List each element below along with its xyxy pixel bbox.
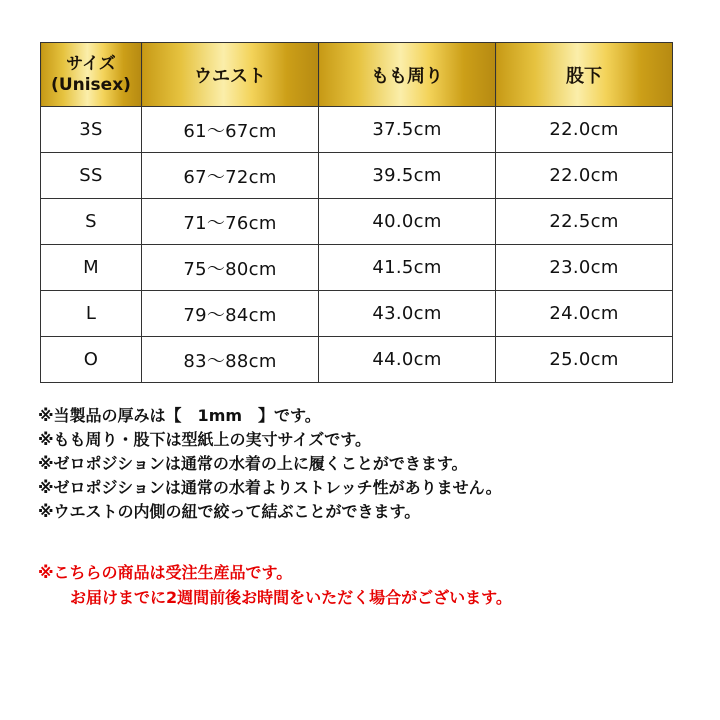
cell-thigh: 39.5cm bbox=[319, 153, 496, 199]
cell-thigh: 44.0cm bbox=[319, 337, 496, 383]
table-row bbox=[41, 291, 673, 337]
note-stretch: ※ゼロポジションは通常の水着よりストレッチ性がありません。 bbox=[38, 478, 502, 497]
header-waist: ウエスト bbox=[142, 43, 319, 107]
cell-size: L bbox=[41, 291, 142, 337]
header-size bbox=[41, 43, 142, 107]
table-row bbox=[41, 153, 673, 199]
cell-thigh: 37.5cm bbox=[319, 107, 496, 153]
cell-waist: 71～76cm bbox=[142, 199, 319, 245]
table-row bbox=[41, 199, 673, 245]
table-header-row bbox=[41, 43, 673, 107]
cell-size: S bbox=[41, 199, 142, 245]
cell-inseam: 23.0cm bbox=[496, 245, 673, 291]
note-thickness: ※当製品の厚みは【 1mm 】です。 bbox=[38, 406, 321, 425]
cell-waist: 61～67cm bbox=[142, 107, 319, 153]
cell-thigh: 40.0cm bbox=[319, 199, 496, 245]
cell-inseam: 22.0cm bbox=[496, 153, 673, 199]
cell-inseam: 25.0cm bbox=[496, 337, 673, 383]
note-measurements: ※もも周り・股下は型紙上の実寸サイズです。 bbox=[38, 430, 371, 449]
product-notes bbox=[38, 404, 698, 524]
note-wear-over-swimsuit: ※ゼロポジションは通常の水着の上に履くことができます。 bbox=[38, 454, 468, 473]
note-waist-cord: ※ウエストの内側の紐で絞って結ぶことができます。 bbox=[38, 502, 421, 521]
cell-waist: 75～80cm bbox=[142, 245, 319, 291]
cell-waist: 79～84cm bbox=[142, 291, 319, 337]
size-chart-table bbox=[40, 42, 673, 383]
table-row bbox=[41, 107, 673, 153]
cell-inseam: 22.0cm bbox=[496, 107, 673, 153]
cell-waist: 67～72cm bbox=[142, 153, 319, 199]
header-size-sublabel: (Unisex) bbox=[51, 74, 131, 95]
table-row bbox=[41, 337, 673, 383]
table-row bbox=[41, 245, 673, 291]
notice-line-made-to-order: ※こちらの商品は受注生産品です。 bbox=[38, 563, 293, 582]
cell-thigh: 43.0cm bbox=[319, 291, 496, 337]
cell-thigh: 41.5cm bbox=[319, 245, 496, 291]
cell-size: O bbox=[41, 337, 142, 383]
cell-inseam: 24.0cm bbox=[496, 291, 673, 337]
cell-size: M bbox=[41, 245, 142, 291]
cell-waist: 83～88cm bbox=[142, 337, 319, 383]
made-to-order-notice bbox=[38, 560, 708, 610]
cell-size: SS bbox=[41, 153, 142, 199]
cell-size: 3S bbox=[41, 107, 142, 153]
header-thigh: もも周り bbox=[319, 43, 496, 107]
header-inseam: 股下 bbox=[496, 43, 673, 107]
cell-inseam: 22.5cm bbox=[496, 199, 673, 245]
header-size-label: サイズ bbox=[66, 53, 116, 74]
notice-line-delivery-time: お届けまでに2週間前後お時間をいただく場合がございます。 bbox=[70, 588, 512, 607]
